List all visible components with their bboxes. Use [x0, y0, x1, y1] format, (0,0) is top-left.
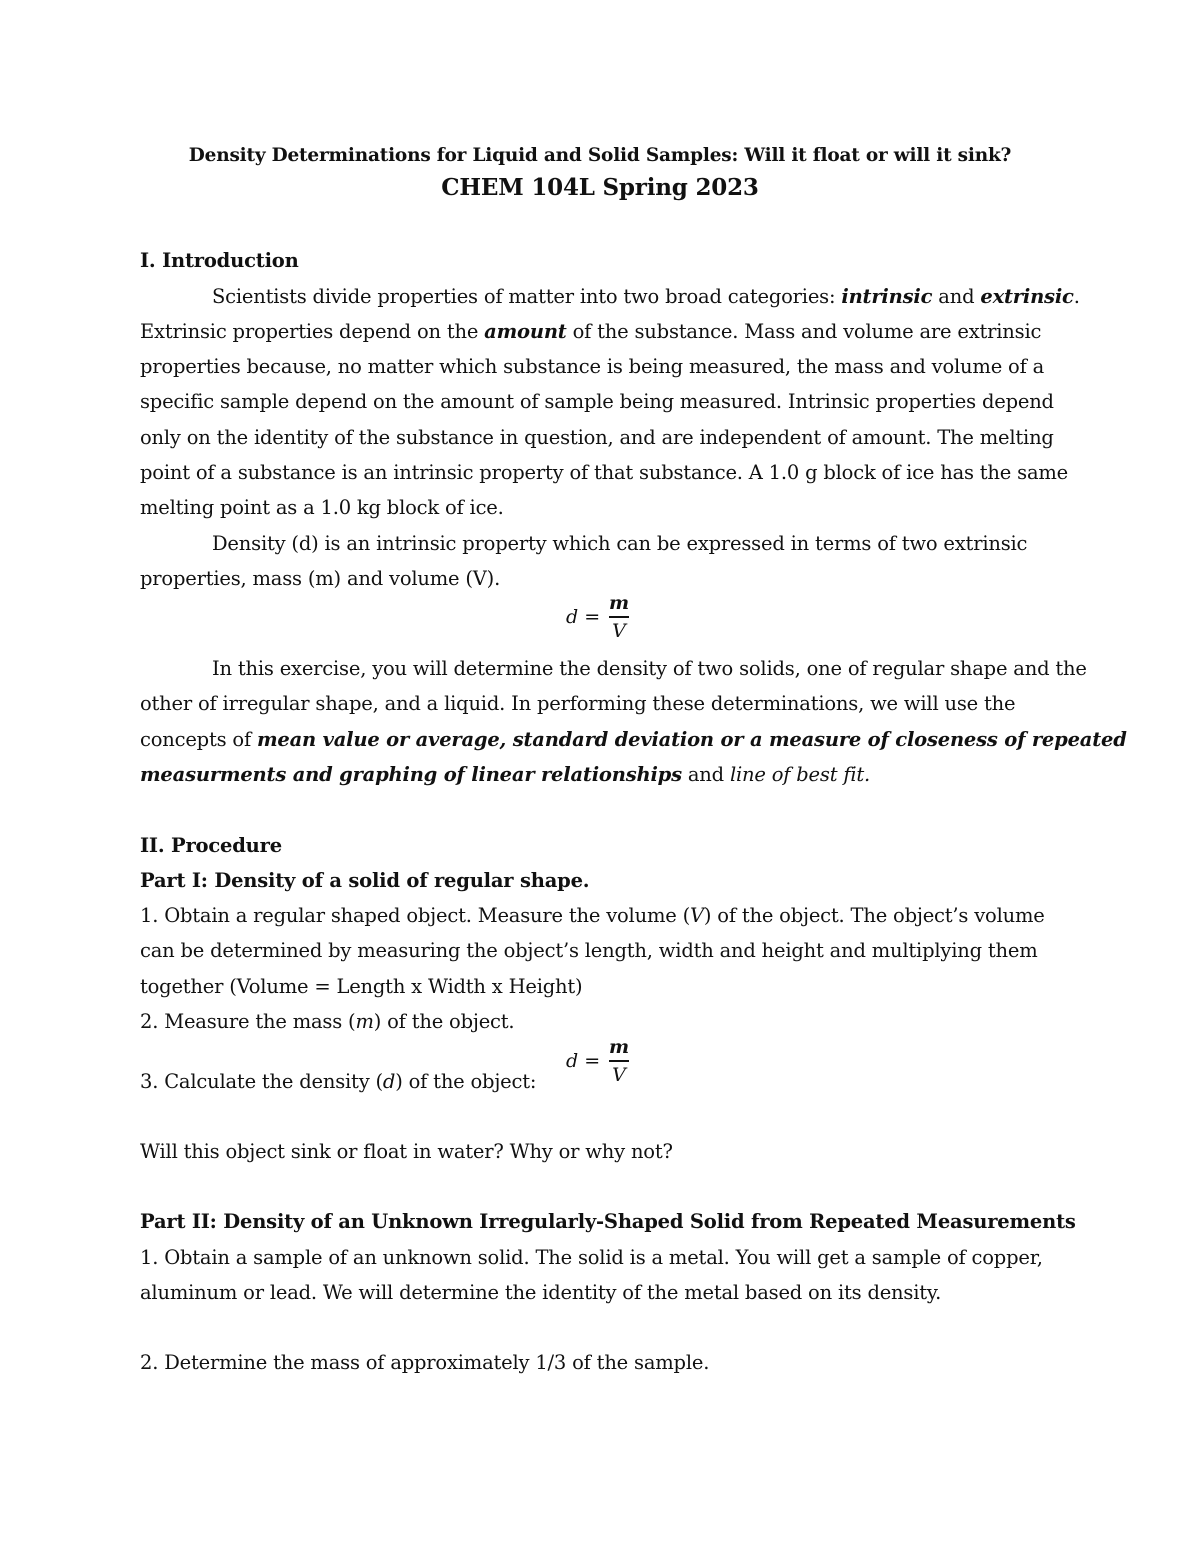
intro-paragraph-2-line-2: properties, mass (m) and volume (V). [140, 567, 501, 590]
text-run: of the substance. Mass and volume are extrinsic [566, 320, 1042, 343]
intro-paragraph-1-line-1 [212, 285, 1080, 309]
text-run: . [1073, 285, 1080, 308]
intro-paragraph-3-line-2: other of irregular shape, and a liquid. In performing these determinations, we will use the [140, 692, 1016, 715]
formula-numerator: m [608, 592, 630, 614]
intro-paragraph-1-line-5: only on the identity of the substance in question, and are independent of amount. The melting [140, 426, 1054, 449]
text-run: and [932, 285, 981, 308]
part-2-step-2: 2. Determine the mass of approximately 1/3 of the sample. [140, 1351, 710, 1374]
part-2-step-1-line-2: aluminum or lead. We will determine the identity of the metal based on its density. [140, 1281, 942, 1304]
text-run: Extrinsic properties depend on the [140, 320, 485, 343]
part-1-step-2 [140, 1010, 514, 1034]
formula-lhs: d = [566, 1050, 601, 1072]
intro-paragraph-3-line-3 [140, 728, 1127, 752]
intro-paragraph-3-line-4 [140, 763, 870, 787]
part-1-step-1-line-1 [140, 904, 1045, 928]
concepts-emphasis: measurments and graphing of linear relationships [140, 763, 682, 786]
variable-d: d [382, 1070, 396, 1093]
variable-v: V [689, 904, 704, 927]
intro-paragraph-1-line-6: point of a substance is an intrinsic property of that substance. A 1.0 g block of ice has the same [140, 461, 1068, 484]
fraction-bar [609, 1060, 629, 1062]
variable-m: m [355, 1010, 374, 1033]
concepts-emphasis: mean value or average, standard deviation or a measure of closeness of repeated [256, 728, 1127, 751]
text-run: ) of the object. The object’s volume [703, 904, 1045, 927]
intro-paragraph-2-line-1: Density (d) is an intrinsic property which can be expressed in terms of two extrinsic [212, 532, 1028, 555]
part-1-heading: Part I: Density of a solid of regular shape. [140, 869, 590, 892]
part-1-step-3 [140, 1070, 536, 1094]
text-run: Scientists divide properties of matter into two broad categories: [212, 285, 842, 308]
part-1-step-1-line-2: can be determined by measuring the object’s length, width and height and multiplying them [140, 939, 1038, 962]
part-1-step-1-line-3: together (Volume = Length x Width x Height) [140, 975, 583, 998]
formula-denominator: V [612, 620, 626, 642]
section-heading-introduction: I. Introduction [140, 249, 299, 272]
formula-denominator: V [612, 1064, 626, 1086]
term-intrinsic: intrinsic [841, 285, 933, 308]
intro-paragraph-1-line-7: melting point as a 1.0 kg block of ice. [140, 496, 504, 519]
intro-paragraph-3-line-1: In this exercise, you will determine the density of two solids, one of regular shape and the [212, 657, 1087, 680]
text-run: ) of the object: [395, 1070, 537, 1093]
course-subtitle: CHEM 104L Spring 2023 [441, 174, 759, 201]
document-title: Density Determinations for Liquid and Solid Samples: Will it float or will it sink? [188, 145, 1012, 166]
text-run: concepts of [140, 728, 257, 751]
formula-lhs: d = [566, 606, 601, 628]
text-run: ) of the object. [373, 1010, 515, 1033]
fraction-bar [609, 616, 629, 618]
formula-numerator: m [608, 1036, 630, 1058]
part-2-heading: Part II: Density of an Unknown Irregularly-Shaped Solid from Repeated Measurements [140, 1210, 1076, 1233]
intro-paragraph-1-line-4: specific sample depend on the amount of sample being measured. Intrinsic properties depend [140, 390, 1054, 413]
term-amount: amount [484, 320, 567, 343]
text-run: 2. Measure the mass ( [140, 1010, 356, 1033]
text-run: and [681, 763, 730, 786]
intro-paragraph-1-line-2 [140, 320, 1041, 344]
part-1-question: Will this object sink or float in water? Why or why not? [140, 1140, 673, 1163]
part-2-step-1-line-1: 1. Obtain a sample of an unknown solid. The solid is a metal. You will get a sample of copper, [140, 1246, 1043, 1269]
text-run: 1. Obtain a regular shaped object. Measure the volume ( [140, 904, 690, 927]
section-heading-procedure: II. Procedure [140, 834, 282, 857]
intro-paragraph-1-line-3: properties because, no matter which substance is being measured, the mass and volume of a [140, 355, 1045, 378]
term-extrinsic: extrinsic [980, 285, 1074, 308]
text-run: 3. Calculate the density ( [140, 1070, 383, 1093]
line-of-best-fit-emphasis: line of best fit. [729, 763, 871, 786]
